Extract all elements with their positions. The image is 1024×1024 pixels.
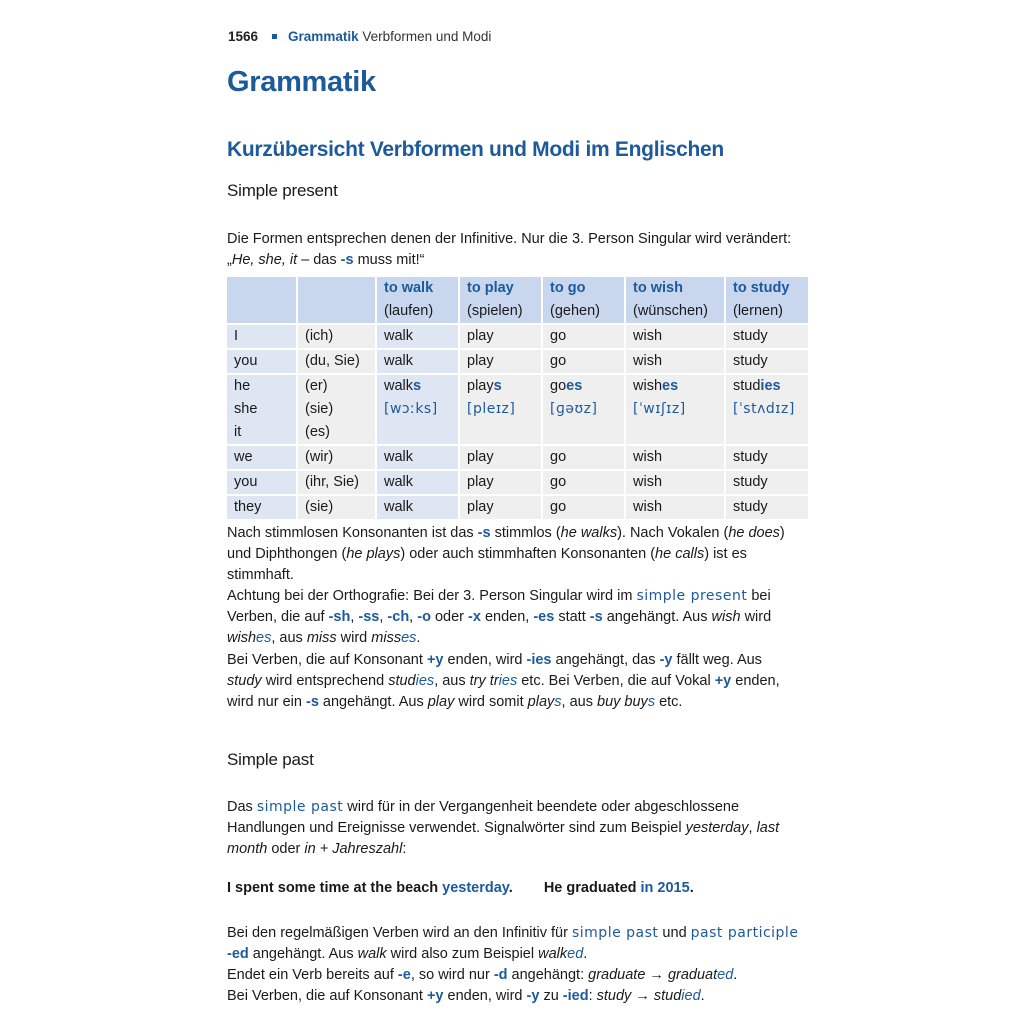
form-cell: wish [626, 496, 724, 519]
translation-cell: (ich) [298, 325, 375, 348]
translation-cell: (ihr, Sie) [298, 471, 375, 494]
arrow-right-icon: → [631, 988, 654, 1004]
form-cell: study [726, 471, 808, 494]
intro-line-1: Die Formen entsprechen denen der Infinitive. Nur die 3. Person Singular wird verändert: [227, 231, 792, 247]
ipa-transcription: [ɡəʊz] [550, 401, 598, 417]
form-cell: go [543, 325, 624, 348]
ipa-transcription: [wɔːks] [384, 401, 438, 417]
form-cell: go [543, 350, 624, 373]
form-cell: wish [626, 446, 724, 469]
regular-verbs-paragraph [227, 923, 807, 1007]
form-cell: plays [pleɪz] [460, 375, 541, 444]
e-rule: Endet ein Verb bereits auf -e, so wird nur -d angehängt: graduate → graduated. [227, 967, 738, 983]
form-cell: goes [ɡəʊz] [543, 375, 624, 444]
form-cell: walks [wɔːks] [377, 375, 458, 444]
form-cell: go [543, 471, 624, 494]
header-empty [298, 277, 375, 323]
voicing-paragraph: Nach stimmlosen Konsonanten ist das -s stimmlos (he walks). Nach Vokalen (he does) und Diphthongen (he plays) oder auch stimmhaften Konsonanten (he calls) ist es stimmhaft. [227, 525, 785, 583]
form-cell: wish [626, 325, 724, 348]
form-cell: study [726, 446, 808, 469]
table-row [227, 350, 808, 373]
header-verb: to walk (laufen) [377, 277, 458, 323]
simple-present-intro [227, 229, 797, 271]
table-row [227, 325, 808, 348]
form-cell: go [543, 496, 624, 519]
form-cell: walk [377, 496, 458, 519]
table-row [227, 446, 808, 469]
form-cell: study [726, 496, 808, 519]
simple-present-heading: Simple present [227, 181, 338, 200]
simple-past-heading: Simple past [227, 750, 314, 769]
translation-cell: (er) (sie) (es) [298, 375, 375, 444]
term: past participle [690, 925, 799, 941]
intro-line-2: „He, she, it – das -s muss mit!“ [227, 252, 425, 268]
form-cell: play [460, 325, 541, 348]
form-cell: play [460, 496, 541, 519]
header-verb: to study (lernen) [726, 277, 808, 323]
pronoun-cell: they [227, 496, 296, 519]
form-cell: play [460, 471, 541, 494]
form-cell: wish [626, 350, 724, 373]
y-rule: Bei Verben, die auf Konsonant +y enden, wird -y zu -ied: study → studied. [227, 988, 705, 1004]
example-sentence: I spent some time at the beach yesterday. [227, 880, 513, 896]
form-cell: wishes [ˈwɪʃɪz] [626, 375, 724, 444]
header-verb: to go (gehen) [543, 277, 624, 323]
ipa-transcription: [pleɪz] [467, 401, 516, 417]
table-row [227, 471, 808, 494]
form-cell: play [460, 446, 541, 469]
form-cell: walk [377, 446, 458, 469]
term: simple present [636, 588, 748, 604]
table-header-row [227, 277, 808, 323]
running-head-topic: Verbformen und Modi [362, 29, 492, 44]
form-cell: study [726, 350, 808, 373]
header-verb: to wish (wünschen) [626, 277, 724, 323]
form-cell: wish [626, 471, 724, 494]
regular-rule: Bei den regelmäßigen Verben wird an den Infinitiv für simple past und past participle -ed angehängt. Aus walk wird also zum Beispiel walked. [227, 925, 799, 962]
simple-past-intro: Das simple past wird für in der Vergangenheit beendete oder abgeschlossene Handlungen und Ereignisse verwendet. Signalwörter sind zum Beispiel yesterday, last month oder in + Jahreszahl: [227, 799, 780, 857]
page-title: Grammatik [227, 66, 376, 98]
ipa-transcription: [ˈwɪʃɪz] [633, 401, 686, 417]
form-cell: go [543, 446, 624, 469]
term: simple past [571, 925, 659, 941]
page-number: 1566 [228, 29, 259, 44]
conjugation-table [225, 275, 810, 521]
pronoun-cell: you [227, 471, 296, 494]
ipa-transcription: [ˈstʌdɪz] [733, 401, 795, 417]
pronoun-cell: you [227, 350, 296, 373]
orthography-paragraph: Achtung bei der Orthografie: Bei der 3. Person Singular wird im simple present bei Verben, die auf -sh, -ss, -ch, -o oder -x enden, -es statt -s angehängt. Aus wish wird wishes, aus miss wird misses. [227, 588, 772, 646]
header-verb: to play (spielen) [460, 277, 541, 323]
section-subtitle: Kurzübersicht Verbformen und Modi im Englischen [227, 138, 724, 161]
running-head-section: Grammatik [288, 29, 359, 44]
form-cell: study [726, 325, 808, 348]
translation-cell: (sie) [298, 496, 375, 519]
pronoun-cell: I [227, 325, 296, 348]
arrow-right-icon: → [645, 967, 668, 983]
table-row-third-person [227, 375, 808, 444]
translation-cell: (du, Sie) [298, 350, 375, 373]
running-head [228, 29, 491, 44]
header-empty [227, 277, 296, 323]
pronoun-cell: we [227, 446, 296, 469]
form-cell: walk [377, 350, 458, 373]
table-row [227, 496, 808, 519]
ies-rule-paragraph: Bei Verben, die auf Konsonant +y enden, wird -ies angehängt, das -y fällt weg. Aus study wird entsprechend studies, aus try tries etc. Bei Verben, die auf Vokal +y enden, wird nur ein -s angehängt. Aus play wird somit plays, aus buy buys etc. [227, 652, 780, 710]
term: simple past [256, 799, 344, 815]
pronoun-cell: he she it [227, 375, 296, 444]
bullet-square-icon [272, 34, 277, 39]
example-sentence: He graduated in 2015. [543, 880, 694, 896]
form-cell: studies [ˈstʌdɪz] [726, 375, 808, 444]
translation-cell: (wir) [298, 446, 375, 469]
form-cell: play [460, 350, 541, 373]
form-cell: walk [377, 471, 458, 494]
example-sentences [227, 880, 694, 896]
form-cell: walk [377, 325, 458, 348]
